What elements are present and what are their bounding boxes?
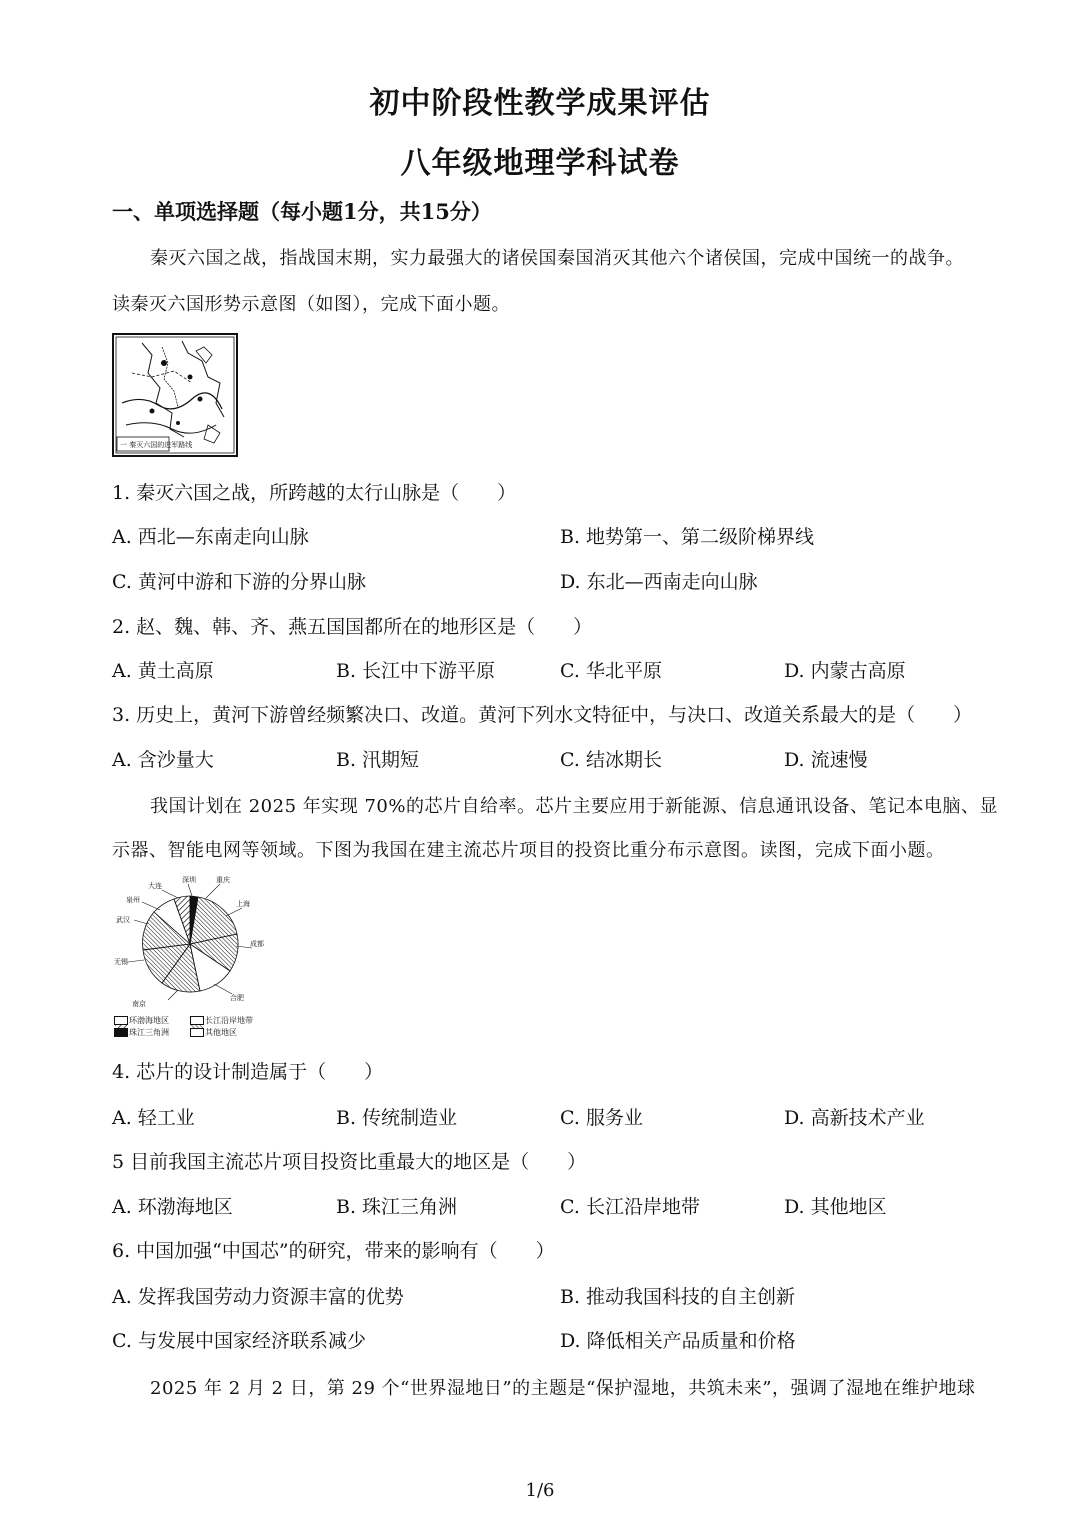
exam-subtitle: 八年级地理学科试卷 [400,146,680,181]
label-quanzhou: 泉州 [126,896,140,904]
legend-bohai: 环渤海地区 [129,1016,169,1025]
legend-swatch-bohai [114,1016,128,1025]
passage1-line2: 读秦灭六国形势示意图（如图），完成下面小题。 [112,294,510,315]
q5-option-d: D. 其他地区 [784,1196,887,1218]
q2-option-c: C. 华北平原 [560,660,662,682]
question-6: 6. 中国加强“中国芯”的研究，带来的影响有（ ） [112,1240,555,1262]
question-3: 3. 历史上，黄河下游曾经频繁决口、改道。黄河下列水文特征中，与决口、改道关系最大的是（ ） [112,704,973,726]
q3-option-b: B. 汛期短 [336,749,420,771]
legend-yangtze: 长江沿岸地带 [205,1016,253,1025]
q5-option-a: A. 环渤海地区 [112,1196,233,1218]
label-wuxi: 无锡 [114,958,128,966]
legend-swatch-pearl [114,1028,128,1037]
label-chengdu: 成都 [250,940,264,948]
legend-swatch-yangtze [190,1016,204,1025]
passage2-line1: 我国计划在 2025 年实现 70%的芯片自给率。芯片主要应用于新能源、信息通讯设备、笔记本电脑、显 [150,796,998,817]
q2-option-a: A. 黄土高原 [112,660,214,682]
section-heading: 一、单项选择题（每小题1分，共15分） [112,199,492,224]
q3-option-a: A. 含沙量大 [112,749,214,771]
q3-option-c: C. 结冰期长 [560,749,662,771]
map-legend-text: 一 秦灭六国的进军路线 [120,441,193,449]
q4-option-b: B. 传统制造业 [336,1107,458,1129]
q6-option-a: A. 发挥我国劳动力资源丰富的优势 [112,1286,404,1308]
q6-option-b: B. 推动我国科技的自主创新 [560,1286,796,1308]
question-2: 2. 赵、魏、韩、齐、燕五国国都所在的地形区是（ ） [112,616,593,638]
label-wuhan: 武汉 [116,916,130,924]
q4-option-c: C. 服务业 [560,1107,643,1129]
label-dalian: 大连 [148,882,162,890]
q6-option-c: C. 与发展中国家经济联系减少 [112,1330,366,1352]
question-4: 4. 芯片的设计制造属于（ ） [112,1061,384,1083]
q1-option-c: C. 黄河中游和下游的分界山脉 [112,571,366,593]
legend-pearl: 珠江三角洲 [129,1028,169,1037]
q6-option-d: D. 降低相关产品质量和价格 [560,1330,796,1352]
q4-option-a: A. 轻工业 [112,1107,195,1129]
q2-option-d: D. 内蒙古高原 [784,660,906,682]
passage3-line1: 2025 年 2 月 2 日，第 29 个“世界湿地日”的主题是“保护湿地，共筑未来”，强调了湿地在维护地球 [150,1378,976,1399]
chip-investment-figure [112,872,272,1044]
q5-option-b: B. 珠江三角洲 [336,1196,458,1218]
exam-title: 初中阶段性教学成果评估 [369,86,711,121]
legend-other: 其他地区 [205,1028,237,1037]
label-chongqing: 重庆 [216,876,230,884]
passage2-line2: 示器、智能电网等领域。下图为我国在建主流芯片项目的投资比重分布示意图。读图，完成下面小题。 [112,840,945,861]
label-hefei: 合肥 [230,994,244,1002]
label-shanghai: 上海 [236,900,250,908]
q1-option-b: B. 地势第一、第二级阶梯界线 [560,526,815,548]
q4-option-d: D. 高新技术产业 [784,1107,925,1129]
q1-option-a: A. 西北—东南走向山脉 [112,526,309,548]
q1-option-d: D. 东北—西南走向山脉 [560,571,758,593]
q5-option-c: C. 长江沿岸地带 [560,1196,700,1218]
question-1: 1. 秦灭六国之战，所跨越的太行山脉是（ ） [112,482,517,504]
label-nanjing: 南京 [132,1000,146,1008]
passage1-line1: 秦灭六国之战，指战国末期，实力最强大的诸侯国秦国消灭其他六个诸侯国，完成中国统一的战争。 [150,248,964,269]
question-5: 5 目前我国主流芯片项目投资比重最大的地区是（ ） [112,1151,587,1173]
qin-map-figure [112,333,238,457]
page-number: 1/6 [525,1480,555,1501]
qin-map [112,333,238,457]
legend-swatch-other [190,1028,204,1037]
chip-pie-chart [112,872,272,1012]
q2-option-b: B. 长江中下游平原 [336,660,496,682]
label-shenzhen: 深圳 [182,876,196,884]
q3-option-d: D. 流速慢 [784,749,868,771]
